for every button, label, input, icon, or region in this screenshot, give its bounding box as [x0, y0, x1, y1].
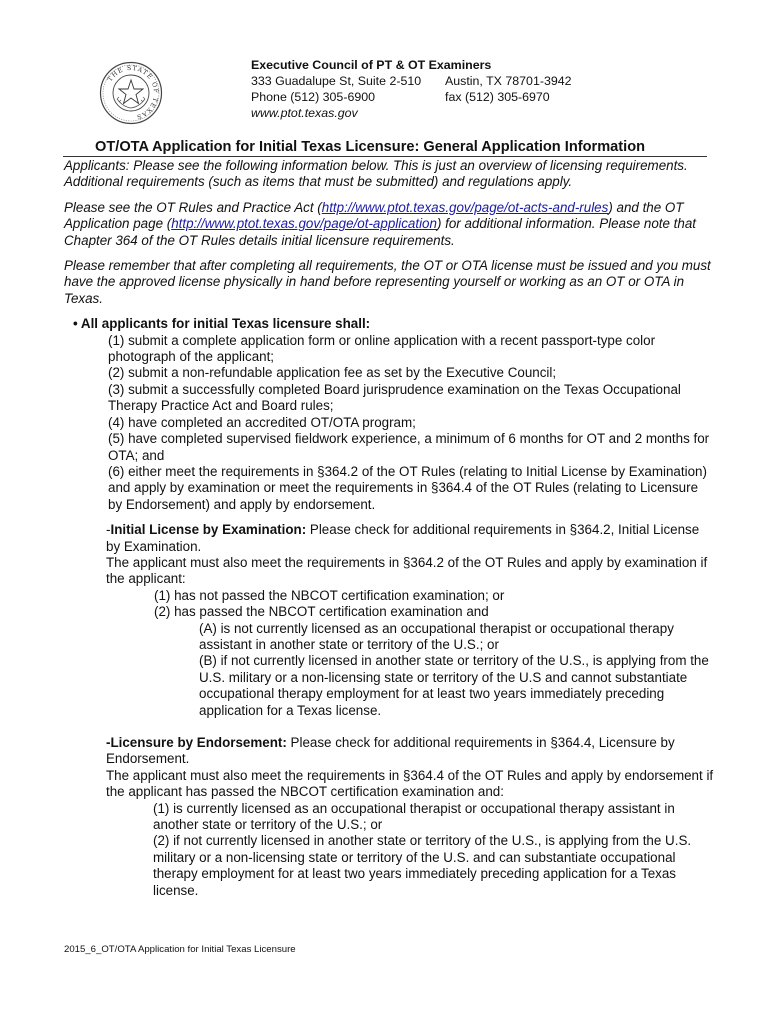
requirements-list: [108, 333, 714, 513]
endorsement-section: [106, 735, 714, 899]
page-title: OT/OTA Application for Initial Texas Licensure: General Application Information: [95, 139, 646, 155]
examination-item-2: (2) has passed the NBCOT certification examination and: [154, 604, 489, 620]
phone-number: Phone (512) 305-6900: [251, 90, 376, 104]
intro-paragraph-1: Applicants: Please see the following information below. This is just an overview of licensing requirements. Additional requirements (such as items that must be submitted) and regulations apply.: [64, 158, 688, 190]
endorsement-item-2: (2) if not currently licensed in another state or territory of the U.S., is applying from the U.S. military or a non-licensing state or territory of the U.S. and can substantiate occupational therapy employment for at least two years immediately preceding application for a Texas license.: [153, 833, 692, 898]
examination-sub-a: (A) is not currently licensed as an occupational therapist or occupational therapy assistant in another state or territory of the U.S.; or: [199, 620, 674, 652]
agency-name: Executive Council of PT & OT Examiners: [251, 58, 492, 72]
examination-heading: [106, 522, 714, 555]
requirement-item-2: (2) submit a non-refundable application fee as set by the Executive Council;: [108, 365, 557, 381]
endorsement-heading: [106, 735, 714, 768]
endorsement-note: Please check for additional requirements in §364.4, Licensure by Endorsement.: [106, 735, 675, 767]
requirement-item-5: (5) have completed supervised fieldwork experience, a minimum of 6 months for OT and 2 months for OTA; and: [108, 431, 710, 463]
title-divider: [63, 156, 707, 157]
ot-acts-and-rules-link[interactable]: http://www.ptot.texas.gov/page/ot-acts-and-rules: [321, 199, 609, 215]
examination-note: Please check for additional requirements in §364.2, Initial License by Examination.: [106, 522, 700, 554]
document-body: [64, 158, 714, 899]
endorsement-item-1: (1) is currently licensed as an occupational therapist or occupational therapy assistant in another state or territory of the U.S.; or: [153, 800, 675, 833]
examination-title: Initial License by Examination:: [110, 522, 307, 538]
requirement-item-1: (1) submit a complete application form or online application with a recent passport-type color photograph of the applicant;: [108, 332, 656, 365]
examination-intro: The applicant must also meet the requirements in §364.2 of the OT Rules and apply by examination if the applicant:: [106, 554, 708, 587]
address-city: Austin, TX 78701-3942: [445, 74, 572, 88]
intro-paragraph-3: Please remember that after completing all requirements, the OT or OTA license must be issued and you must have the approved license physically in hand before representing yourself or working as an OT or OTA in Texas.: [64, 258, 711, 306]
endorsement-intro: The applicant must also meet the requirements in §364.4 of the OT Rules and apply by endorsement if the applicant has passed the NBCOT certification examination and:: [106, 767, 714, 800]
examination-section: [106, 522, 714, 719]
agency-website: www.ptot.texas.gov: [251, 106, 358, 120]
requirement-item-6: (6) either meet the requirements in §364.2 of the OT Rules (relating to Initial License by Examination) and apply by examination or meet the requirements in §364.4 of the OT Rules (relating to Licensure by Endorsement) and apply by endorsement.: [108, 463, 707, 512]
examination-dash: -: [106, 522, 111, 538]
agency-header: [251, 57, 572, 121]
requirements-heading: • All applicants for initial Texas licensure shall:: [73, 316, 371, 332]
intro-p2-mid: ) and the OT Application page (: [64, 199, 684, 232]
fax-number: fax (512) 305-6970: [445, 90, 550, 104]
requirement-item-3: (3) submit a successfully completed Board jurisprudence examination on the Texas Occupational Therapy Practice Act and Board rules;: [108, 381, 681, 414]
intro-p2-post: ) for additional information. Please note that Chapter 364 of the OT Rules details initial licensure requirements.: [64, 216, 696, 248]
examination-sub-b: (B) if not currently licensed in another state or territory of the U.S., is applying from the U.S. military or a non-licensing state or territory of the U.S and cannot substantiate occupational therapy employment for at least two years immediately preceding application for a Texas license.: [199, 653, 709, 718]
address-street: 333 Guadalupe St, Suite 2-510: [251, 74, 422, 88]
intro-p2-pre: Please see the OT Rules and Practice Act (: [64, 199, 322, 215]
page-footer: 2015_6_OT/OTA Application for Initial Texas Licensure: [64, 944, 296, 955]
examination-item-1: (1) has not passed the NBCOT certification examination; or: [154, 587, 505, 603]
requirement-item-4: (4) have completed an accredited OT/OTA program;: [108, 414, 416, 430]
intro-paragraph-2: [64, 200, 714, 249]
ot-application-link[interactable]: http://www.ptot.texas.gov/page/ot-application: [171, 216, 437, 232]
endorsement-title: -Licensure by Endorsement:: [106, 735, 287, 750]
seal-text: THE STATE OF TEXAS: [106, 64, 160, 121]
state-of-texas-seal-icon: [99, 61, 163, 125]
